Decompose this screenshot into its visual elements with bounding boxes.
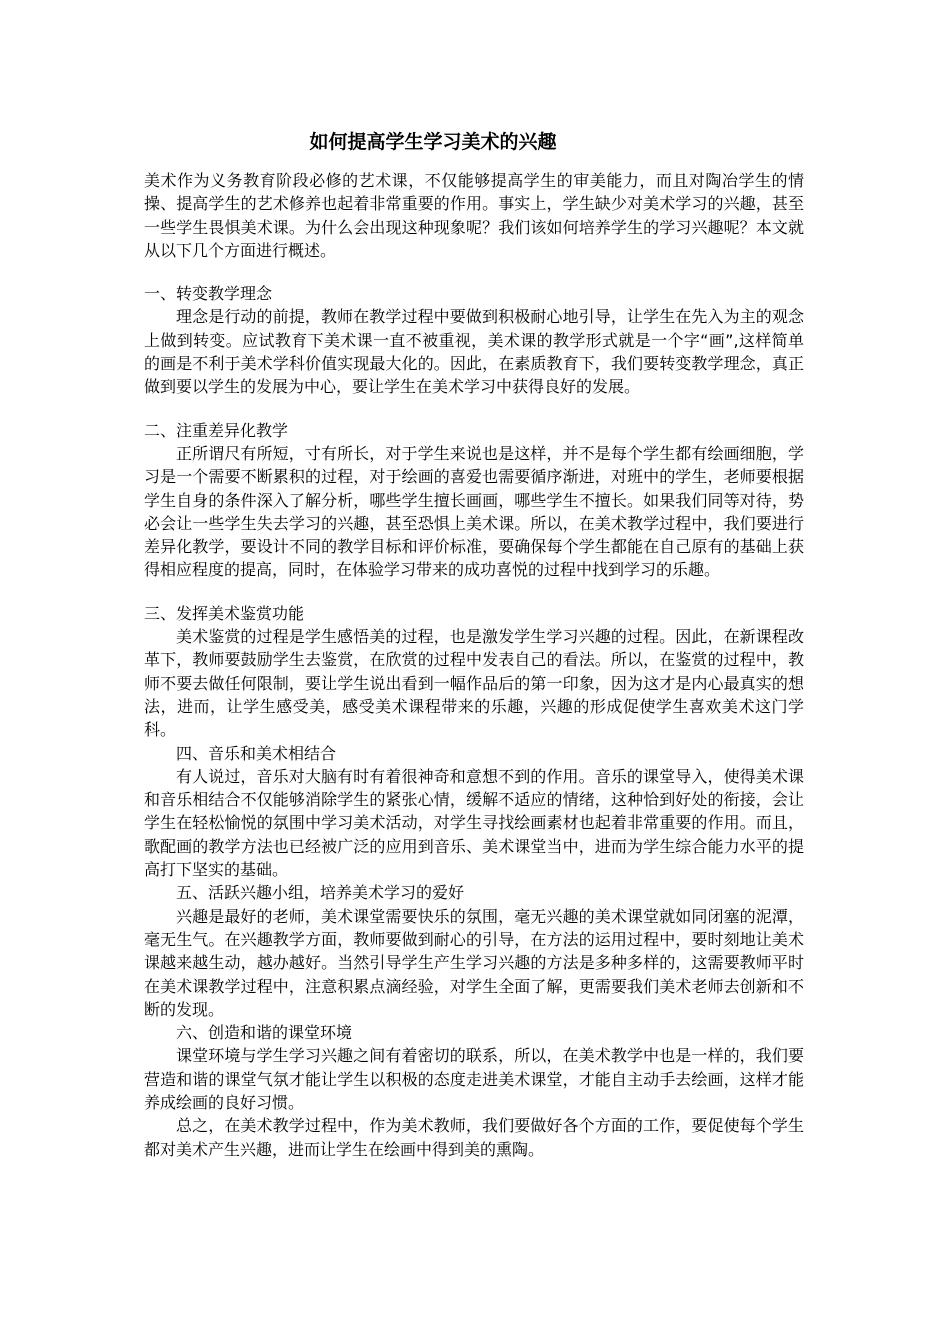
section-4-heading: 四、音乐和美术相结合 xyxy=(176,743,337,763)
section-5-body: 兴趣是最好的老师，美术课堂需要快乐的氛围，毫无兴趣的美术课堂就如同闭塞的泥潭，毫无生气。在兴趣教学方面，教师要做到耐心的引导，在方法的运用过程中，要时刻地让美术课越来越生动，越办越好。当然引导学生产生学习兴趣的方法是多种多样的，这需要教师平时在美术课教学过程中，注意积累点滴经验，对学生全面了解，更需要我们美术老师去创新和不断的发现。 xyxy=(144,906,804,1019)
document-title: 如何提高学生学习美术的兴趣 xyxy=(309,131,557,153)
section-4-body: 有人说过，音乐对大脑有时有着很神奇和意想不到的作用。音乐的课堂导入，使得美术课和音乐相结合不仅能够消除学生的紧张心情，缓解不适应的情绪，这种恰到好处的衔接，会让学生在轻松愉悦的氛围中学习美术活动，对学生寻找绘画素材也起着非常重要的作用。而且，歌配画的教学方法也已经被广泛的应用到音乐、美术课堂当中，进而为学生综合能力水平的提高打下坚实的基础。 xyxy=(144,766,804,880)
section-2-heading: 二、注重差异化教学 xyxy=(144,420,289,440)
section-2-body: 正所谓尺有所短，寸有所长，对于学生来说也是这样，并不是每个学生都有绘画细胞，学习是一个需要不断累积的过程，对于绘画的喜爱也需要循序渐进，对班中的学生，老师要根据学生自身的条件深入了解分析，哪些学生擅长画画，哪些学生不擅长。如果我们同等对待，势必会让一些学生失去学习的兴趣，甚至恐惧上美术课。所以，在美术教学过程中，我们要进行差异化教学，要设计不同的教学目标和评价标准，要确保每个学生都能在自己原有的基础上获得相应程度的提高，同时，在体验学习带来的成功喜悦的过程中找到学习的乐趣。 xyxy=(144,443,804,580)
section-1-heading: 一、转变教学理念 xyxy=(144,284,273,304)
conclusion-paragraph: 总之，在美术教学过程中，作为美术教师，我们要做好各个方面的工作，要促使每个学生都对美术产生兴趣，进而让学生在绘画中得到美的熏陶。 xyxy=(144,1116,804,1159)
section-6-heading: 六、创造和谐的课堂环境 xyxy=(176,1023,353,1043)
section-3-body: 美术鉴赏的过程是学生感悟美的过程，也是激发学生学习兴趣的过程。因此，在新课程改革下，教师要鼓励学生去鉴赏，在欣赏的过程中发表自己的看法。所以，在鉴赏的过程中，教师不要去做任何限制，要让学生说出看到一幅作品后的第一印象，因为这才是内心最真实的想法，进而，让学生感受美，感受美术课程带来的乐趣，兴趣的形成促使学生喜欢美术这门学科。 xyxy=(144,627,804,740)
section-1-body: 理念是行动的前提，教师在教学过程中要做到积极耐心地引导，让学生在先入为主的观念上做到转变。应试教育下美术课一直不被重视，美术课的教学形式就是一个字“画”,这样简单的画是不利于美术学科价值实现最大化的。因此，在素质教育下，我们要转变教学理念，真正做到要以学生的发展为中心，要让学生在美术学习中获得良好的发展。 xyxy=(144,307,804,397)
document-body xyxy=(144,169,804,1161)
section-3-heading: 三、发挥美术鉴赏功能 xyxy=(144,603,305,623)
section-6-body: 课堂环境与学生学习兴趣之间有着密切的联系，所以，在美术教学中也是一样的，我们要营造和谐的课堂气氛才能让学生以积极的态度走进美术课堂，才能自主动手去绘画，这样才能养成绘画的良好习惯。 xyxy=(144,1046,804,1112)
section-5-heading: 五、活跃兴趣小组，培养美术学习的爱好 xyxy=(176,883,465,903)
intro-paragraph: 美术作为义务教育阶段必修的艺术课，不仅能够提高学生的审美能力，而且对陶冶学生的情操、提高学生的艺术修养也起着非常重要的作用。事实上，学生缺少对美术学习的兴趣，甚至一些学生畏惧美术课。为什么会出现这种现象呢？我们该如何培养学生的学习兴趣呢？本文就从以下几个方面进行概述。 xyxy=(144,171,804,260)
